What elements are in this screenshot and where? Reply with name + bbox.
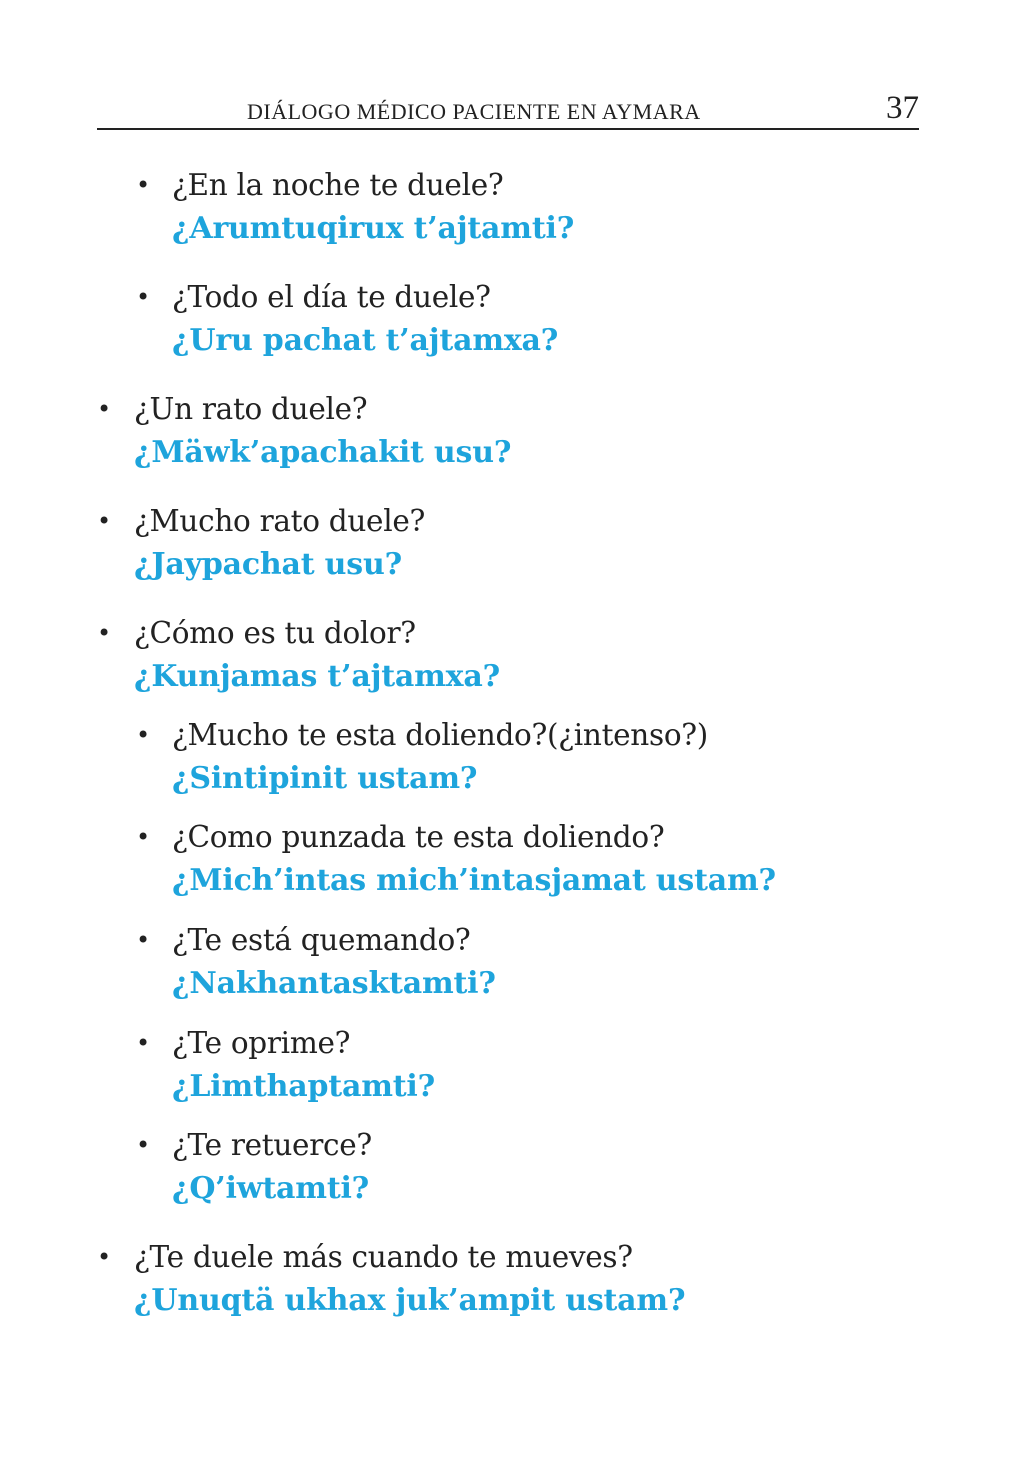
spanish-question: ¿Mucho rato duele? bbox=[134, 504, 426, 538]
bullet: • bbox=[136, 1029, 151, 1057]
spanish-question: ¿Te oprime? bbox=[172, 1026, 351, 1060]
header-title: DIÁLOGO MÉDICO PACIENTE EN AYMARA bbox=[247, 99, 701, 124]
aymara-translation: ¿Unuqtä ukhax juk’ampit ustam? bbox=[134, 1283, 686, 1318]
aymara-translation: ¿Limthaptamti? bbox=[172, 1069, 435, 1104]
aymara-translation: ¿Uru pachat t’ajtamxa? bbox=[172, 323, 559, 358]
spanish-question: ¿Como punzada te esta doliendo? bbox=[172, 820, 665, 854]
aymara-translation: ¿Arumtuqirux t’ajtamti? bbox=[172, 211, 575, 246]
aymara-translation: ¿Nakhantasktamti? bbox=[172, 966, 496, 1001]
bullet: • bbox=[136, 283, 151, 311]
page-number: 37 bbox=[886, 90, 919, 126]
aymara-translation: ¿Sintipinit ustam? bbox=[172, 761, 478, 796]
spanish-question: ¿En la noche te duele? bbox=[172, 168, 504, 202]
bullet: • bbox=[136, 926, 151, 954]
aymara-translation: ¿Q’iwtamti? bbox=[172, 1171, 370, 1206]
bullet: • bbox=[136, 721, 151, 749]
bullet: • bbox=[136, 1131, 151, 1159]
spanish-question: ¿Todo el día te duele? bbox=[172, 280, 491, 314]
aymara-translation: ¿Mäwk’apachakit usu? bbox=[134, 435, 512, 470]
aymara-translation: ¿Mich’intas mich’intasjamat ustam? bbox=[172, 863, 776, 898]
bullet: • bbox=[97, 395, 112, 423]
bullet: • bbox=[97, 507, 112, 535]
aymara-translation: ¿Kunjamas t’ajtamxa? bbox=[134, 659, 500, 694]
spanish-question: ¿Un rato duele? bbox=[134, 392, 368, 426]
spanish-question: ¿Te duele más cuando te mueves? bbox=[134, 1240, 633, 1274]
spanish-question: ¿Cómo es tu dolor? bbox=[134, 616, 416, 650]
bullet: • bbox=[136, 171, 151, 199]
running-header bbox=[97, 88, 919, 130]
spanish-question: ¿Te retuerce? bbox=[172, 1128, 372, 1162]
aymara-translation: ¿Jaypachat usu? bbox=[134, 547, 402, 582]
bullet: • bbox=[97, 1243, 112, 1271]
bullet: • bbox=[97, 619, 112, 647]
spanish-question: ¿Mucho te esta doliendo?(¿intenso?) bbox=[172, 718, 709, 752]
bullet: • bbox=[136, 823, 151, 851]
spanish-question: ¿Te está quemando? bbox=[172, 923, 471, 957]
